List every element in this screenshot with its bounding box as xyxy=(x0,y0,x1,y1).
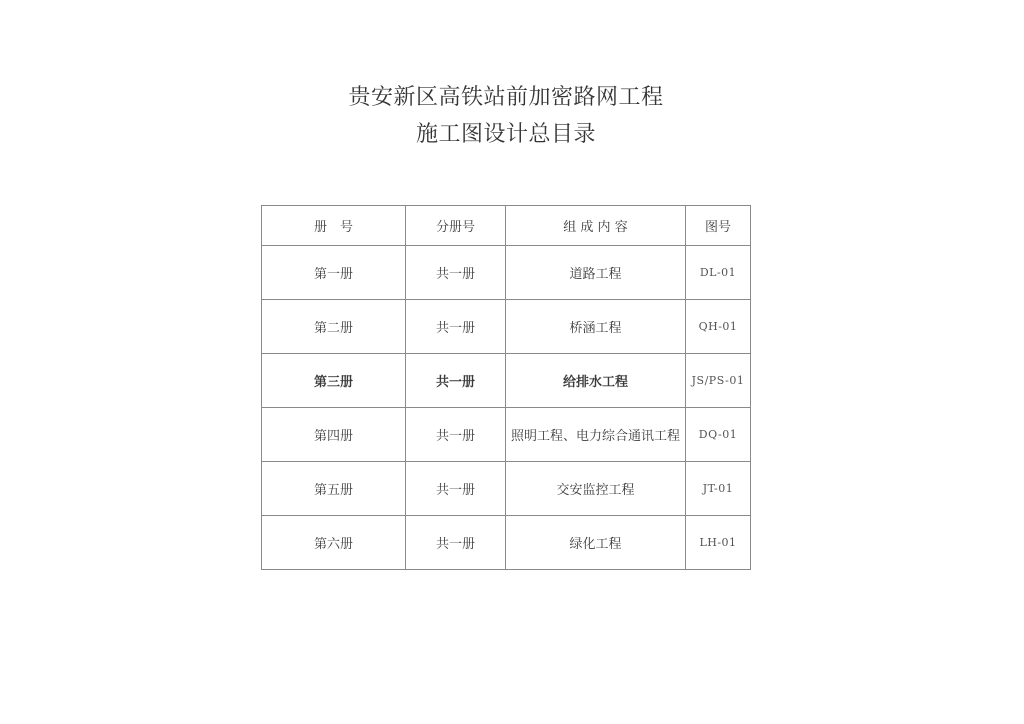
cell-volume: 第二册 xyxy=(262,300,406,354)
cell-volume: 第三册 xyxy=(262,354,406,408)
cell-drawing-number: DL-01 xyxy=(686,246,751,300)
header-sub-volume: 分册号 xyxy=(406,206,506,246)
cell-content: 照明工程、电力综合通讯工程 xyxy=(506,408,686,462)
document-subtitle: 施工图设计总目录 xyxy=(415,122,596,147)
table-row xyxy=(262,300,751,354)
cell-drawing-number: QH-01 xyxy=(686,300,751,354)
cell-volume: 第四册 xyxy=(262,408,406,462)
cell-drawing-number: LH-01 xyxy=(686,516,751,570)
document-title: 贵安新区高铁站前加密路网工程 xyxy=(348,85,664,110)
cell-sub-volume: 共一册 xyxy=(406,300,506,354)
cell-drawing-number: DQ-01 xyxy=(686,408,751,462)
cell-content: 绿化工程 xyxy=(506,516,686,570)
table-row xyxy=(262,246,751,300)
cell-volume: 第五册 xyxy=(262,462,406,516)
cell-sub-volume: 共一册 xyxy=(406,354,506,408)
table-row xyxy=(262,408,751,462)
design-catalog-table xyxy=(261,205,751,570)
cell-drawing-number: JT-01 xyxy=(686,462,751,516)
cell-sub-volume: 共一册 xyxy=(406,462,506,516)
table-row xyxy=(262,354,751,408)
header-drawing-number: 图号 xyxy=(686,206,751,246)
cell-sub-volume: 共一册 xyxy=(406,516,506,570)
cell-volume: 第六册 xyxy=(262,516,406,570)
table-row xyxy=(262,516,751,570)
header-volume: 册 号 xyxy=(262,206,406,246)
cell-volume: 第一册 xyxy=(262,246,406,300)
table-row xyxy=(262,462,751,516)
cell-drawing-number: JS/PS-01 xyxy=(686,354,751,408)
table-header-row xyxy=(262,206,751,246)
cell-sub-volume: 共一册 xyxy=(406,408,506,462)
cell-content: 桥涵工程 xyxy=(506,300,686,354)
cell-content: 给排水工程 xyxy=(506,354,686,408)
header-content: 组 成 内 容 xyxy=(506,206,686,246)
cell-content: 交安监控工程 xyxy=(506,462,686,516)
cell-sub-volume: 共一册 xyxy=(406,246,506,300)
cell-content: 道路工程 xyxy=(506,246,686,300)
